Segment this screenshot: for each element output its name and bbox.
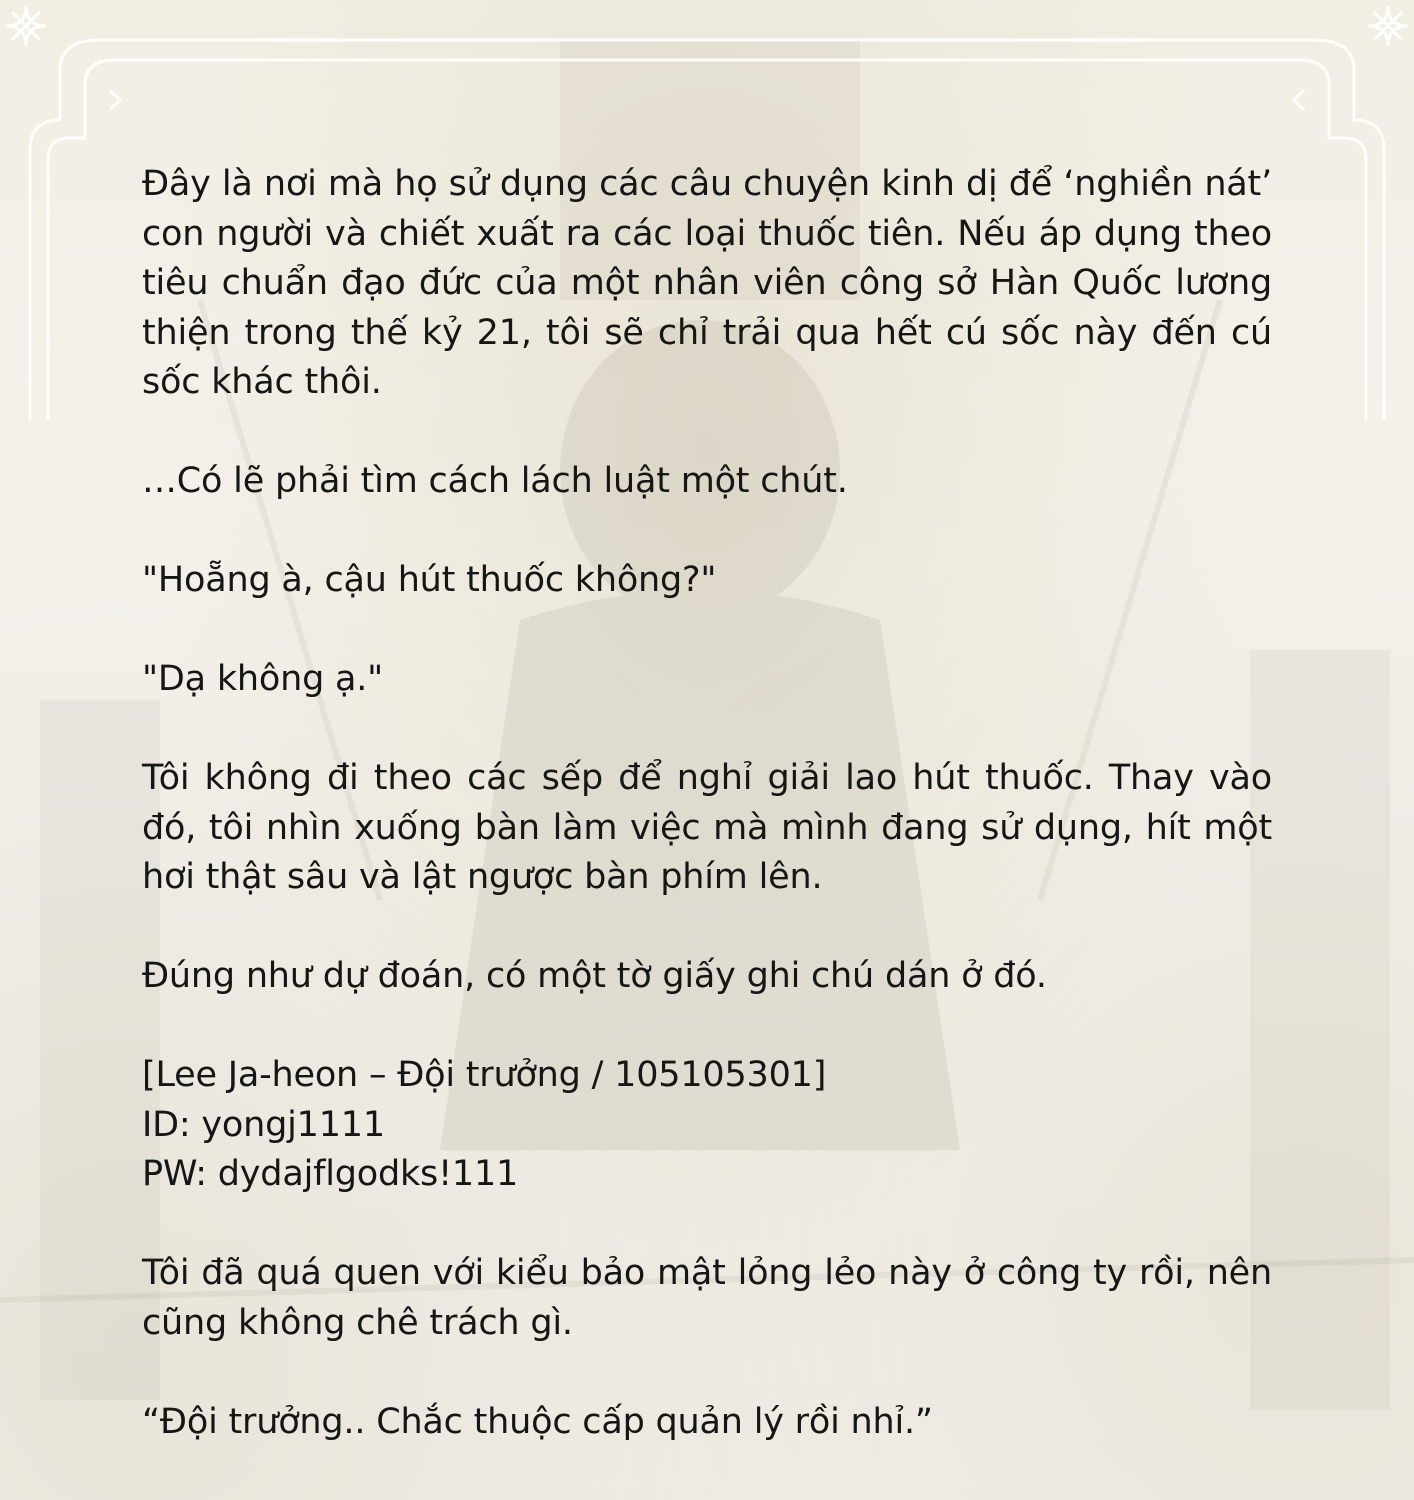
paragraph-2: …Có lẽ phải tìm cách lách luật một chút. [142,461,848,501]
paragraph-5: Tôi không đi theo các sếp để nghỉ giải lao hút thuốc. Thay vào đó, tôi nhìn xuống bàn làm việc mà mình đang sử dụng, hít một hơi thật sâu và lật ngược bàn phím lên. [142,758,1272,897]
story-text [142,160,1272,1497]
paragraph-8: Tôi đã quá quen với kiểu bảo mật lỏng lẻo này ở công ty rồi, nên cũng không chê trách gì. [142,1253,1272,1343]
dialogue-question: "Hoẵng à, cậu hút thuốc không?" [142,560,717,600]
dialogue-answer: "Dạ không ạ." [142,659,384,699]
note-id: ID: yongj1111 [142,1104,385,1145]
sticky-note-content [142,1051,1272,1200]
paragraph-9: “Đội trưởng.. Chắc thuộc cấp quản lý rồi nhỉ.” [142,1401,933,1442]
paragraph-6: Đúng như dự đoán, có một tờ giấy ghi chú dán ở đó. [142,956,1047,996]
note-password: PW: dydajflgodks!111 [142,1154,519,1194]
note-header: [Lee Ja-heon – Đội trưởng / 105105301] [142,1055,827,1095]
paragraph-1: Đây là nơi mà họ sử dụng các câu chuyện kinh dị để ‘nghiền nát’ con người và chiết xuất ra các loại thuốc tiên. Nếu áp dụng theo tiêu chuẩn đạo đức của một nhân viên công sở Hàn Quốc lương thiện trong thế kỷ 21, tôi sẽ chỉ trải qua hết cú sốc này đến cú sốc khác thôi. [142,164,1272,402]
